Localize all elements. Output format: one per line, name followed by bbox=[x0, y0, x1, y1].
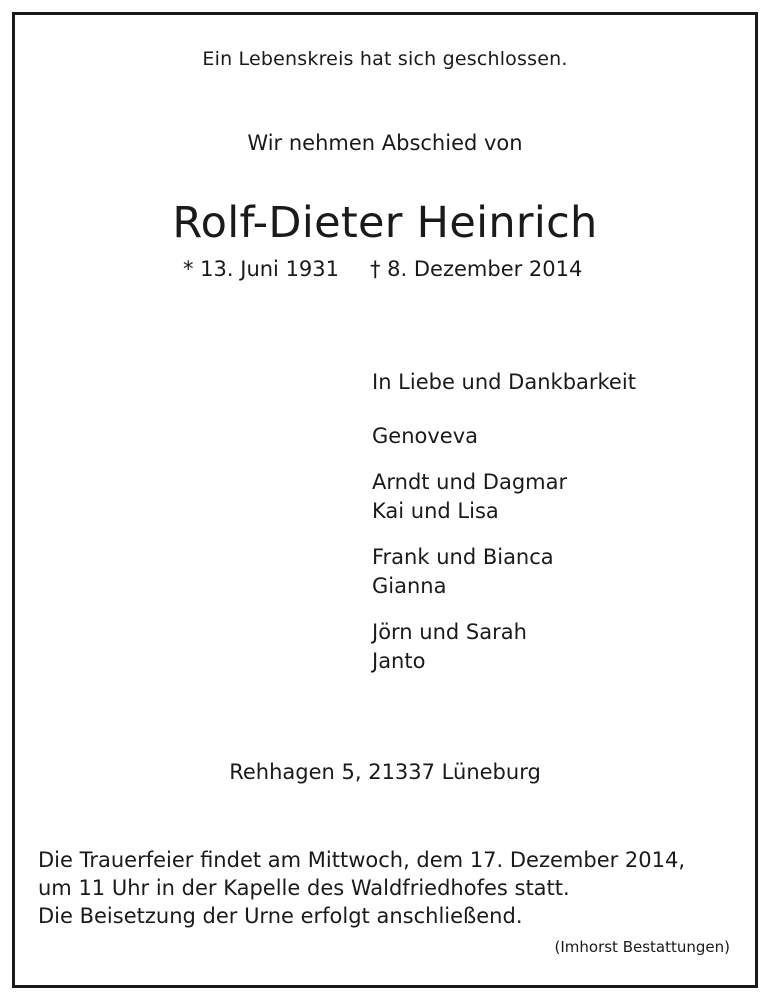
mourners-opening: In Liebe und Dankbarkeit bbox=[372, 370, 636, 394]
undertaker-credit: (Imhorst Bestattungen) bbox=[554, 938, 730, 956]
mourner-name: Gianna bbox=[372, 574, 447, 598]
address: Rehhagen 5, 21337 Lüneburg bbox=[229, 760, 541, 784]
mourner-group bbox=[372, 543, 636, 601]
mourners-block bbox=[372, 368, 636, 676]
mourner-name: Kai und Lisa bbox=[372, 499, 499, 523]
death-date: † 8. Dezember 2014 bbox=[370, 257, 583, 281]
birth-date: * 13. Juni 1931 bbox=[183, 257, 340, 281]
mourner-group bbox=[372, 468, 636, 526]
mourner-name: Frank und Bianca bbox=[372, 545, 554, 569]
deceased-name: Rolf-Dieter Heinrich bbox=[172, 198, 598, 248]
funeral-info bbox=[38, 846, 685, 930]
mourner-group bbox=[372, 618, 636, 676]
mourner-name: Jörn und Sarah bbox=[372, 620, 527, 644]
mourner-name: Arndt und Dagmar bbox=[372, 470, 568, 494]
motto: Ein Lebenskreis hat sich geschlossen. bbox=[202, 48, 568, 70]
intro-line: Wir nehmen Abschied von bbox=[247, 131, 523, 155]
mourner-name: Janto bbox=[372, 649, 426, 673]
funeral-info-line: Die Trauerfeier findet am Mittwoch, dem 17. Dezember 2014, bbox=[38, 848, 686, 872]
mourner-group bbox=[372, 422, 636, 451]
funeral-info-line: Die Beisetzung der Urne erfolgt anschließend. bbox=[38, 904, 523, 928]
mourner-name: Genoveva bbox=[372, 424, 478, 448]
funeral-info-line: um 11 Uhr in der Kapelle des Waldfriedhofes statt. bbox=[38, 876, 570, 900]
